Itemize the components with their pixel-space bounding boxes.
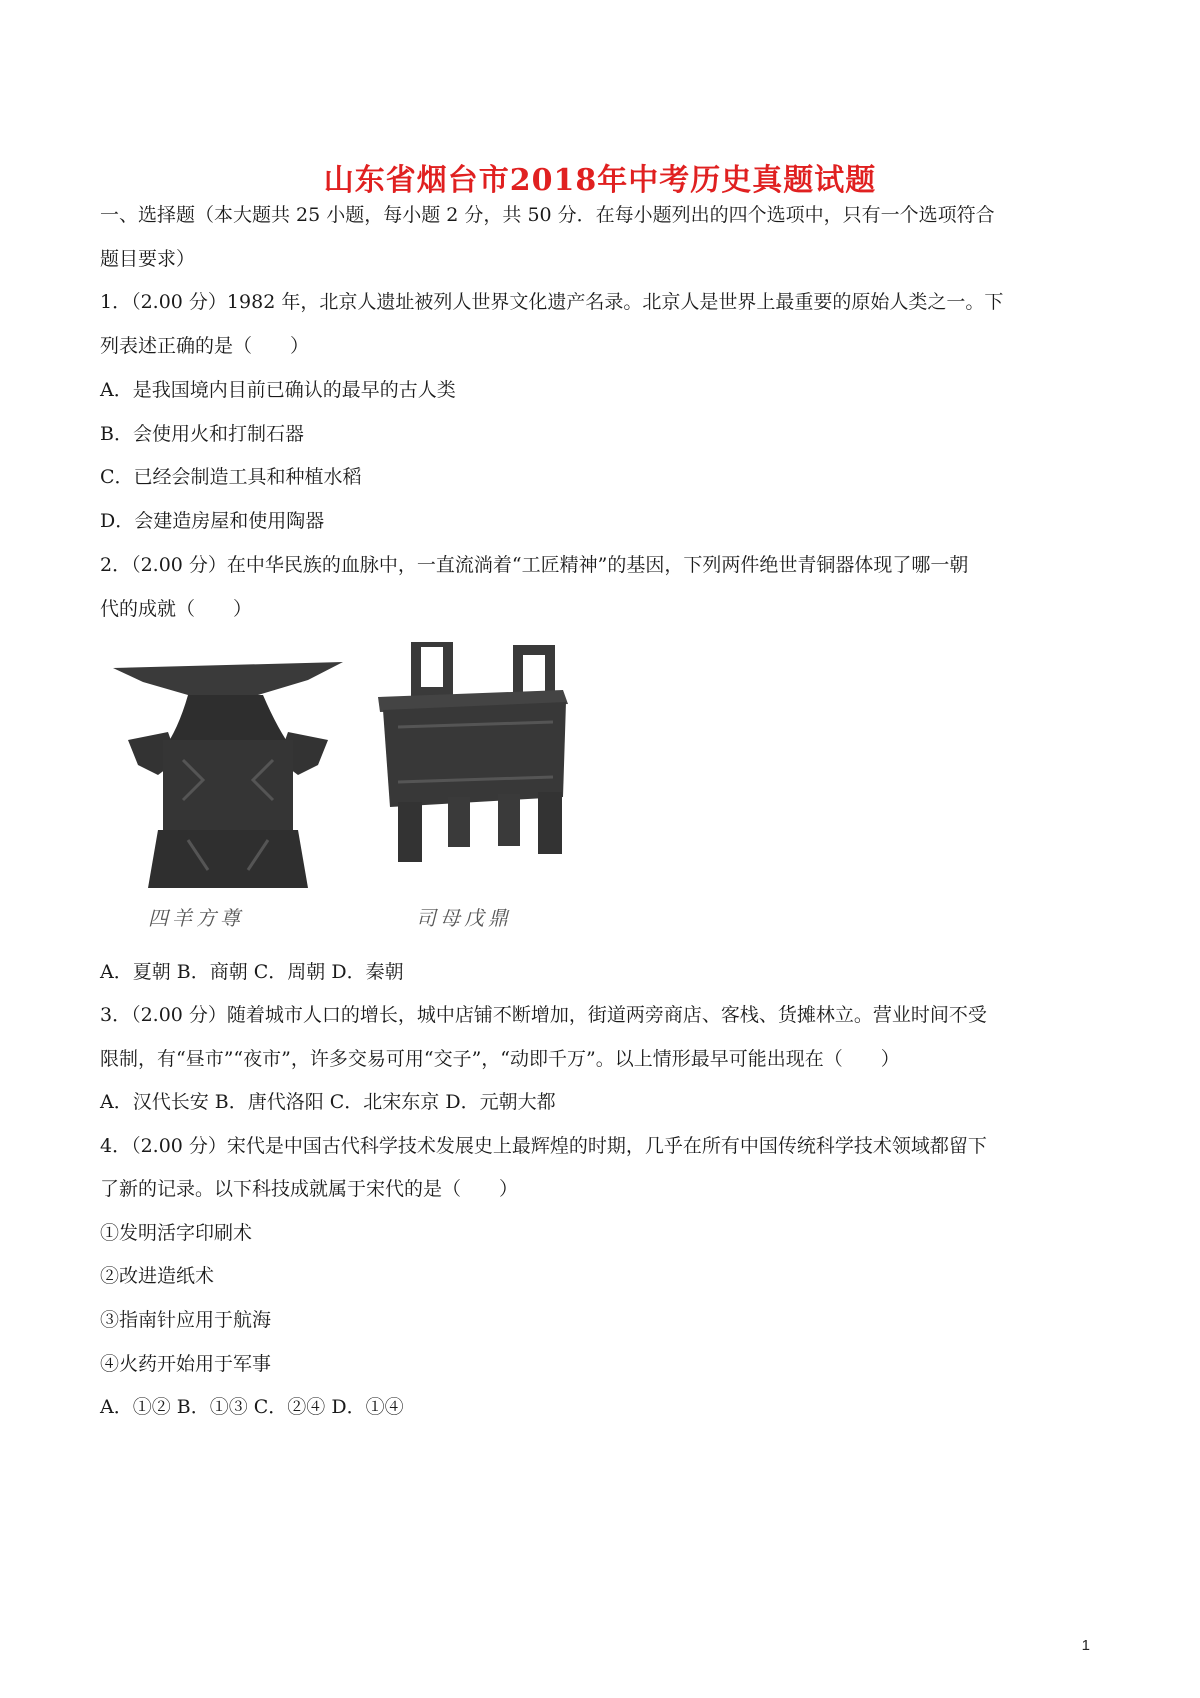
section-heading-line2: 题目要求） bbox=[100, 248, 196, 270]
section-heading-line1: 一、选择题（本大题共 25 小题，每小题 2 分，共 50 分．在每小题列出的四个选项中，只有一个选项符合 bbox=[100, 204, 995, 226]
q1-option-a: A．是我国境内目前已确认的最早的古人类 bbox=[100, 379, 456, 401]
figure2-caption: 司母戊鼎 bbox=[416, 906, 512, 930]
q4-options: A．①② B．①③ C．②④ D．①④ bbox=[100, 1396, 404, 1418]
page-title: 山东省烟台市2018年中考历史真题试题 bbox=[323, 163, 877, 198]
q4-item-3: ③指南针应用于航海 bbox=[100, 1309, 272, 1331]
q4-stem-line1: 4．（2.00 分）宋代是中国古代科学技术发展史上最辉煌的时期，几乎在所有中国传统科学技术领域都留下 bbox=[100, 1135, 987, 1157]
q4-item-2: ②改进造纸术 bbox=[100, 1265, 215, 1287]
q4-item-4: ④火药开始用于军事 bbox=[100, 1353, 272, 1375]
simuwu-ding-image bbox=[368, 642, 578, 872]
q2-stem-line2: 代的成就（ ） bbox=[100, 598, 253, 620]
bronze-figures bbox=[108, 640, 608, 990]
q1-option-c: C．已经会制造工具和种植水稻 bbox=[100, 466, 362, 488]
q4-stem-line2: 了新的记录。以下科技成就属于宋代的是（ ） bbox=[100, 1178, 519, 1200]
q4-item-1: ①发明活字印刷术 bbox=[100, 1222, 253, 1244]
q2-options: A．夏朝 B．商朝 C．周朝 D．秦朝 bbox=[100, 961, 404, 983]
q1-option-d: D．会建造房屋和使用陶器 bbox=[100, 510, 325, 532]
q3-options: A．汉代长安 B．唐代洛阳 C．北宋东京 D．元朝大都 bbox=[100, 1091, 556, 1113]
four-goat-zun-image bbox=[108, 640, 348, 890]
q2-stem-line1: 2．（2.00 分）在中华民族的血脉中，一直流淌着“工匠精神”的基因，下列两件绝世青铜器体现了哪一朝 bbox=[100, 554, 969, 576]
q1-option-b: B．会使用火和打制石器 bbox=[100, 423, 304, 445]
q3-stem-line1: 3．（2.00 分）随着城市人口的增长，城中店铺不断增加，街道两旁商店、客栈、货摊林立。营业时间不受 bbox=[100, 1004, 987, 1026]
q1-stem-line2: 列表述正确的是（ ） bbox=[100, 335, 310, 357]
q1-stem-line1: 1．（2.00 分）1982 年，北京人遗址被列人世界文化遗产名录。北京人是世界上最重要的原始人类之一。下 bbox=[100, 291, 1004, 313]
figure1-caption: 四羊方尊 bbox=[148, 906, 244, 930]
q3-stem-line2: 限制，有“昼市”“夜市”，许多交易可用“交子”，“动即千万”。以上情形最早可能出现在（ ） bbox=[100, 1048, 900, 1070]
page-number: 1 bbox=[1081, 1637, 1090, 1654]
